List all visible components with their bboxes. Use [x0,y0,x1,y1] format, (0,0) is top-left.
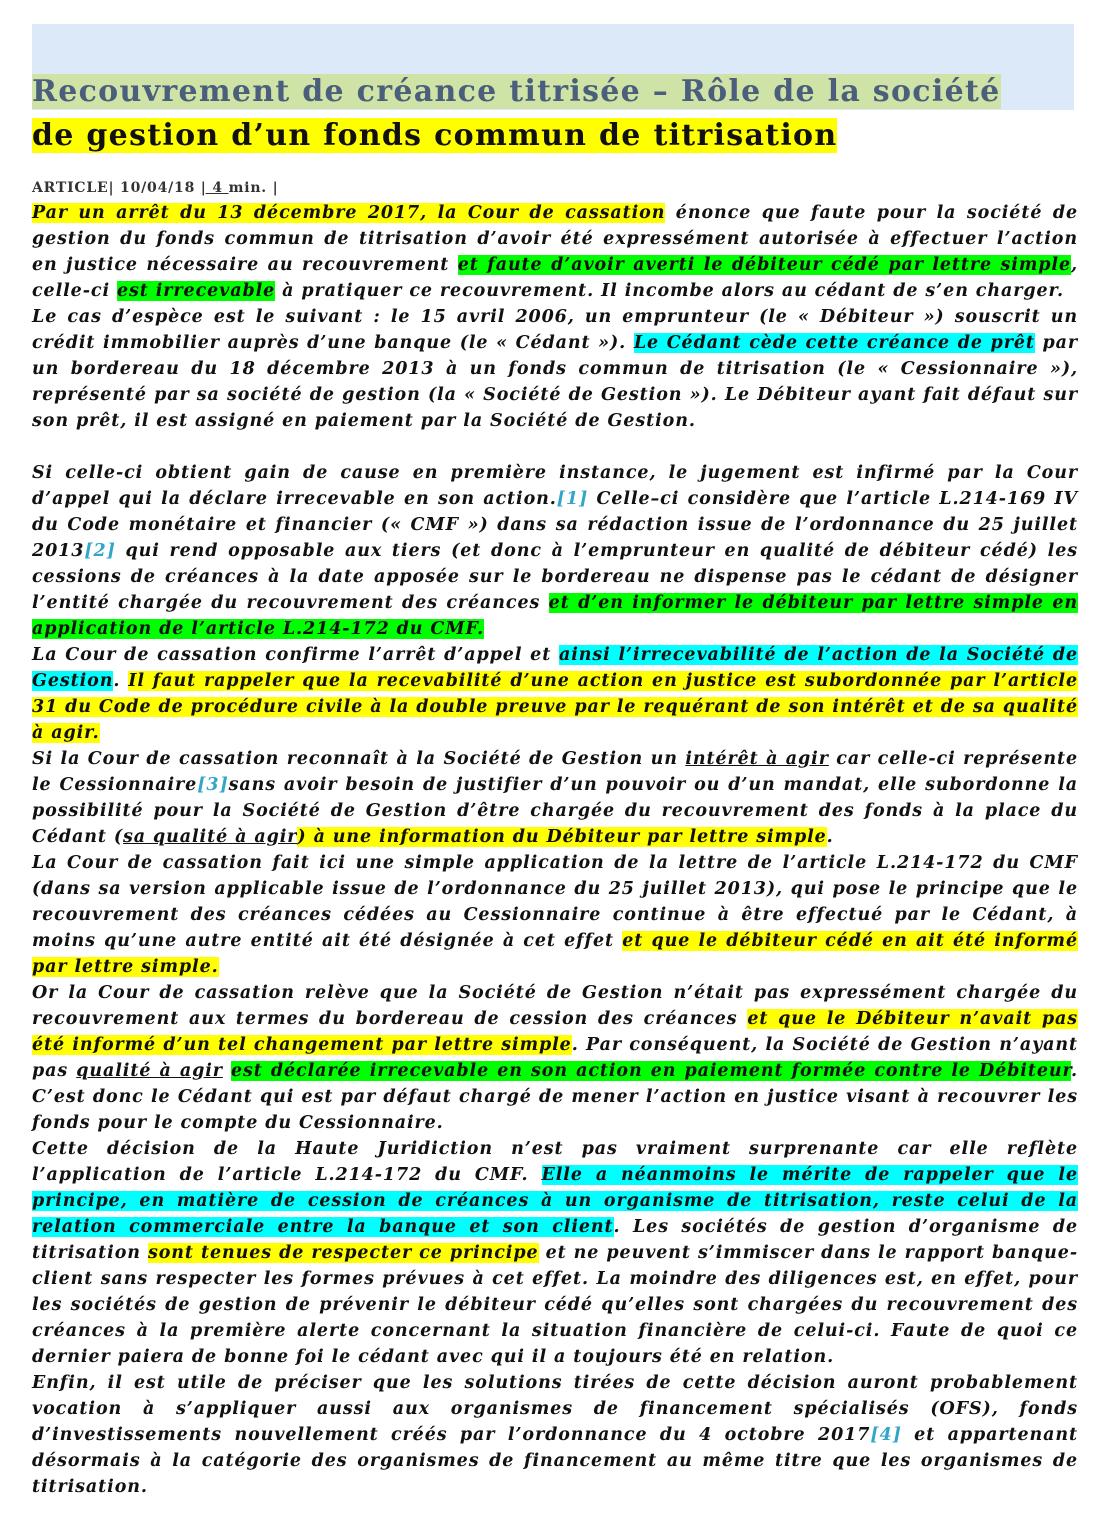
text: énonce que faute pour la société de gestion du fonds commun de titrisation d’avoir été expressément autorisée à effectuer l’action en justice nécessaire au recouvrement [32,203,1078,275]
highlight-cyan: ainsi l’irrecevabilité de l’action de la Société de Gestion [32,645,1078,691]
text: à pratiquer ce recouvrement. Il incombe alors au cédant de s’en charger. [275,281,1065,301]
underlined-text: intérêt à agir [685,749,829,769]
footnote-link-2[interactable]: [2] [84,541,116,561]
text: et ne peuvent s’immiscer dans le rapport banque-client sans respecter les formes prévues à cet effet. La moindre des diligences est, en effet, pour les sociétés de gestion de prévenir le débiteur cédé qu’elles sont chargées du recouvrement des créances à la première alerte concernant la situation financière de celui-ci. Faute de quoi ce dernier paiera de bonne foi le cédant avec qui il a toujours été en relation. [32,1243,1078,1367]
paragraph-2 [32,304,1078,434]
meta-suffix: min. | [228,180,279,196]
text: . Par conséquent, la Société de Gestion n’ayant pas [32,1035,1078,1081]
text: car celle-ci représente le Cessionnaire [32,749,1078,795]
paragraph-9 [32,1370,1078,1500]
paragraph-5 [32,746,1078,850]
footnote-link-1[interactable]: [1] [556,489,589,509]
highlight-green: et faute d’avoir averti le débiteur cédé par lettre simple [457,255,1071,275]
highlight-green: est déclarée irrecevable en son action en paiement formée contre le Débiteur [231,1061,1071,1081]
underlined-text: qualité à agir [76,1061,223,1081]
meta-prefix: ARTICLE| 10/04/18 [32,180,201,196]
highlight-cyan: Le Cédant cède cette créance de prêt [633,333,1035,353]
text: , celle-ci [32,255,1078,301]
text: Celle–ci considère que l’article L.214-169 IV du Code monétaire et financier (« CMF ») dans sa rédaction issue de l’ordonnance du 25 juillet 2013 [32,489,1078,561]
text: . Les sociétés de gestion d’organisme de titrisation [32,1217,1079,1263]
text: sans avoir besoin de justifier d’un pouvoir ou d’un mandat, elle subordonne la possibilité pour la Société de Gestion d’être chargée du recouvrement des fonds à la place du Cédant ( [32,775,1079,847]
text: Cette décision de la Haute Juridiction n’est pas vraiment surprenante car elle reflète l’application de l’article L.214-172 du CMF. [32,1139,1078,1185]
text: qui rend opposable aux tiers (et donc à l’emprunteur en qualité de débiteur cédé) les cessions de créances à la date apposée sur le bordereau ne dispense pas le cédant de désigner l’entité chargée du recouvrement des créances [32,541,1078,613]
article-meta [32,178,279,198]
highlight-yellow: sont tenues de respecter ce principe [147,1243,539,1263]
footnote-link-4[interactable]: [4] [870,1425,902,1445]
highlight-yellow: Il faut rappeler que la recevabilité d’une action en justice est subordonnée par l’article 31 du Code de procédure civile à la double preuve par le requérant de son intérêt et de sa qualité à agir. [32,671,1078,743]
paragraph-6 [32,850,1078,980]
reading-time-link[interactable]: | 4 [200,180,229,196]
paragraph-3 [32,460,1078,642]
article-body [32,200,1078,1500]
paragraph-8 [32,1136,1078,1370]
text: La Cour de cassation fait ici une simple application de la lettre de l’article L.214-172 du CMF (dans sa version applicable issue de l’ordonnance du 25 juillet 2013), qui pose le principe que le recouvrement des créances cédées au Cessionnaire continue à être effectué par le Cédant, à moins qu’une autre entité ait été désignée à cet effet [32,853,1078,951]
paragraph-4 [32,642,1078,746]
highlight-green: et d’en informer le débiteur par lettre simple en application de l’article L.214-172 du CMF. [32,593,1078,639]
text: Or la Cour de cassation relève que la Société de Gestion n’était pas expressément chargée du recouvrement aux termes du bordereau de cession des créances [32,983,1078,1029]
title-line-1: Recouvrement de créance titrisée – Rôle de la société [32,74,1001,109]
text: Si celle-ci obtient gain de cause en première instance, le jugement est infirmé par la Cour d’appel qui la déclare irrecevable en son action. [32,463,1078,509]
highlight-yellow: Par un arrêt du 13 décembre 2017, la Cour de cassation [32,203,666,223]
text: par un bordereau du 18 décembre 2013 à un fonds commun de titrisation (le « Cessionnaire »), représenté par sa société de gestion (la « Société de Gestion »). Le Débiteur ayant fait défaut sur son prêt, il est assigné en paiement par la Société de Gestion. [32,333,1079,431]
highlight-yellow: et que le débiteur cédé en ait été informé par lettre simple. [32,931,1078,977]
footnote-link-3[interactable]: [3] [197,775,229,795]
text: Si la Cour de cassation reconnaît à la Société de Gestion un [32,749,686,769]
text [223,1061,231,1081]
text: Enfin, il est utile de préciser que les solutions tirées de cette décision auront probablement vocation à s’appliquer aussi aux organismes de financement spécialisés (OFS), fonds d’investissements nouvellement créés par l’ordonnance du 4 octobre 2017 [32,1373,1078,1445]
paragraph-7 [32,980,1078,1136]
paragraph-1 [32,200,1078,304]
text: La Cour de cassation confirme l’arrêt d’appel et [32,645,559,665]
article-title [32,70,1078,158]
text: . [113,671,129,691]
text: . [826,827,834,847]
highlight-green: est irrecevable [116,281,276,301]
highlight-cyan: Elle a néanmoins le mérite de rappeler que le principe, en matière de cession de créances à un organisme de titrisation, reste celui de la relation commerciale entre la banque et son client [32,1165,1078,1237]
text: . C’est donc le Cédant qui est par défaut chargé de mener l’action en justice visant à recouvrer les fonds pour le compte du Cessionnaire. [32,1061,1078,1133]
blank-line [32,434,1078,460]
highlight-yellow: ) à une information du Débiteur par lettre simple [297,827,827,847]
underlined-text: sa qualité à agir [123,827,298,847]
title-line-2: de gestion d’un fonds commun de titrisation [32,118,838,153]
text: Le cas d’espèce est le suivant : le 15 avril 2006, un emprunteur (le « Débiteur ») souscrit un crédit immobilier auprès d’une banque (le « Cédant »). [32,307,1078,353]
text: et appartenant désormais à la catégorie des organismes de financement au même titre que les organismes de titrisation. [32,1425,1078,1497]
highlight-yellow: et que le Débiteur n’avait pas été informé d’un tel changement par lettre simple [32,1009,1078,1055]
